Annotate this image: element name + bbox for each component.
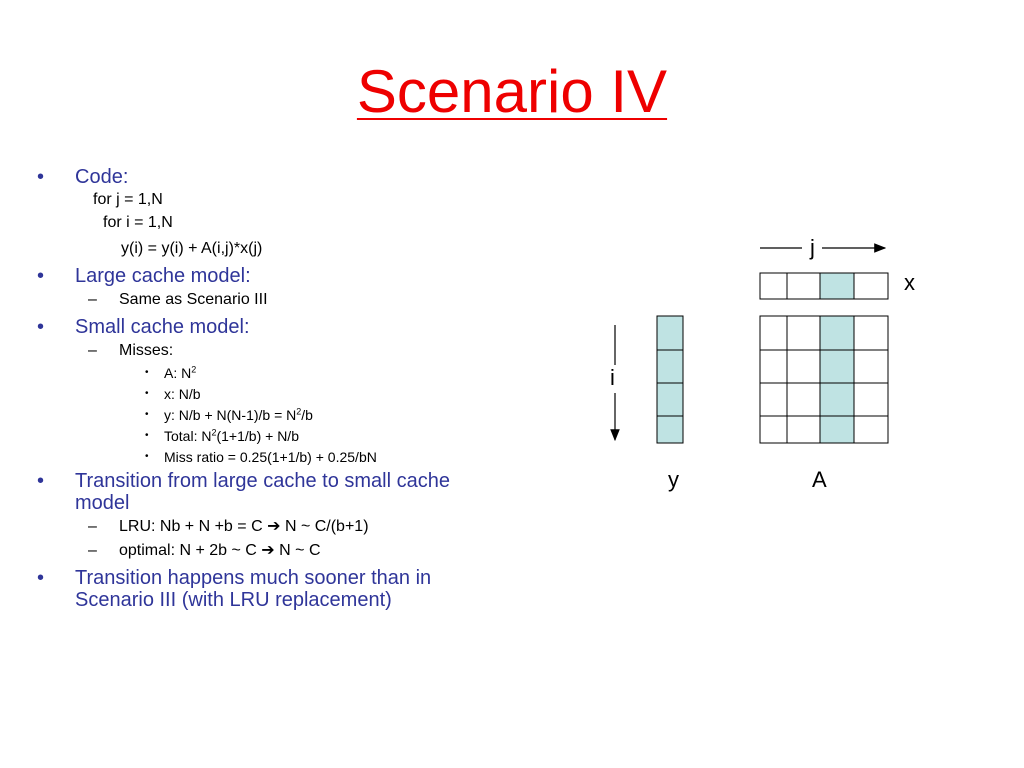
miss-item-a bbox=[164, 365, 196, 381]
miss-item-a-text: A: N bbox=[164, 365, 192, 381]
small-cache-label: Small cache model: bbox=[75, 316, 250, 338]
bullet-symbol: • bbox=[145, 451, 149, 462]
miss-item-y-tail: /b bbox=[301, 407, 313, 423]
matrix-a-cell bbox=[820, 416, 854, 443]
matrix-vector-diagram bbox=[590, 225, 950, 505]
miss-item-total bbox=[164, 428, 299, 444]
matrix-a-cell bbox=[854, 383, 888, 416]
matrix-a-cell bbox=[820, 383, 854, 416]
large-cache-sub: Same as Scenario III bbox=[119, 291, 268, 308]
x-vector-cell bbox=[854, 273, 888, 299]
matrix-a-cell bbox=[760, 350, 787, 383]
miss-item-x: x: N/b bbox=[164, 386, 201, 402]
lru-result: N ~ C/(b+1) bbox=[284, 518, 369, 535]
lru-line bbox=[119, 518, 369, 536]
miss-item-ratio: Miss ratio = 0.25(1+1/b) + 0.25/bN bbox=[164, 449, 377, 465]
optimal-line bbox=[119, 542, 321, 560]
y-vector-cell bbox=[657, 350, 683, 383]
matrix-a-cell bbox=[787, 416, 820, 443]
y-vector-cell bbox=[657, 416, 683, 443]
matrix-a-cell bbox=[787, 316, 820, 350]
slide-title: Scenario IV bbox=[356, 58, 668, 125]
bullet-symbol: • bbox=[37, 316, 45, 338]
matrix-a-cell bbox=[854, 416, 888, 443]
dash-symbol: – bbox=[88, 342, 97, 359]
code-line: y(i) = y(i) + A(i,j)*x(j) bbox=[121, 240, 263, 257]
a-label: A bbox=[812, 467, 827, 492]
bullet-symbol: • bbox=[37, 265, 45, 287]
dash-symbol: – bbox=[88, 542, 97, 559]
lru-text: LRU: Nb + N +b = C bbox=[119, 518, 263, 535]
matrix-a-cell bbox=[854, 316, 888, 350]
code-line: for i = 1,N bbox=[103, 214, 173, 231]
optimal-result: N ~ C bbox=[279, 542, 321, 559]
slide-body bbox=[0, 0, 560, 640]
bullet-symbol: • bbox=[37, 166, 45, 188]
y-vector-cell bbox=[657, 383, 683, 416]
j-label: j bbox=[810, 235, 815, 260]
x-vector-cell bbox=[760, 273, 787, 299]
bullet-symbol: • bbox=[37, 470, 45, 492]
sooner-line1: Transition happens much sooner than in bbox=[75, 567, 432, 589]
bullet-symbol: • bbox=[145, 430, 149, 441]
miss-item-total-tail: (1+1/b) + N/b bbox=[216, 428, 299, 444]
superscript: 2 bbox=[211, 427, 217, 438]
code-line: for j = 1,N bbox=[93, 191, 163, 208]
code-label: Code: bbox=[75, 166, 129, 188]
transition-label-line1: Transition from large cache to small cache bbox=[75, 470, 450, 492]
matrix-a-cell bbox=[854, 350, 888, 383]
superscript: 2 bbox=[191, 364, 197, 375]
right-arrow-icon: ➔ bbox=[261, 542, 275, 559]
dash-symbol: – bbox=[88, 518, 97, 535]
y-label: y bbox=[668, 467, 679, 492]
matrix-a bbox=[760, 316, 888, 443]
x-vector bbox=[760, 273, 888, 299]
matrix-a-cell bbox=[820, 350, 854, 383]
i-label: i bbox=[610, 365, 615, 390]
optimal-text: optimal: N + 2b ~ C bbox=[119, 542, 257, 559]
x-label: x bbox=[904, 270, 915, 295]
bullet-symbol: • bbox=[37, 567, 45, 589]
matrix-a-cell bbox=[787, 350, 820, 383]
y-vector bbox=[657, 316, 683, 443]
bullet-symbol: • bbox=[145, 388, 149, 399]
superscript: 2 bbox=[296, 406, 302, 417]
transition-label-line2: model bbox=[75, 492, 130, 514]
miss-item-y-text: y: N/b + N(N-1)/b = N bbox=[164, 407, 297, 423]
matrix-a-cell bbox=[820, 316, 854, 350]
matrix-a-cell bbox=[760, 316, 787, 350]
matrix-a-cell bbox=[760, 383, 787, 416]
misses-label: Misses: bbox=[119, 342, 174, 359]
large-cache-label: Large cache model: bbox=[75, 265, 251, 287]
matrix-a-cell bbox=[760, 416, 787, 443]
miss-item-y bbox=[164, 407, 313, 423]
bullet-symbol: • bbox=[145, 367, 149, 378]
x-vector-cell bbox=[787, 273, 820, 299]
y-vector-cell bbox=[657, 316, 683, 350]
x-vector-cell bbox=[820, 273, 854, 299]
miss-item-total-text: Total: N bbox=[164, 428, 212, 444]
matrix-a-cell bbox=[787, 383, 820, 416]
sooner-line2: Scenario III (with LRU replacement) bbox=[75, 589, 392, 611]
bullet-symbol: • bbox=[145, 409, 149, 420]
dash-symbol: – bbox=[88, 291, 97, 308]
right-arrow-icon: ➔ bbox=[267, 518, 281, 535]
